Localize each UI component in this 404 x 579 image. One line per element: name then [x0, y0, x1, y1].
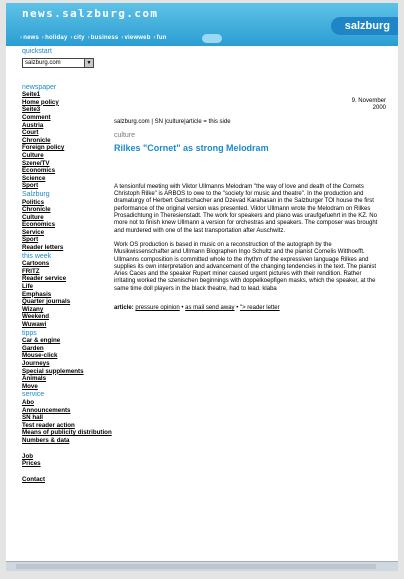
brand-badge[interactable]: salzburg: [331, 17, 398, 35]
sidebar-link[interactable]: Wuwawi: [22, 321, 47, 328]
site-header: [6, 3, 398, 46]
service-list: [22, 398, 112, 445]
arrow-icon: ›: [121, 35, 124, 41]
header-decoration: [202, 34, 222, 43]
logo-prefix: news: [22, 7, 55, 20]
sidebar-link[interactable]: Quarter journals: [22, 298, 71, 306]
contact-link[interactable]: Contact: [22, 475, 46, 483]
salzburg-heading: Salzburg: [22, 190, 50, 198]
print-link[interactable]: pressure opinion: [135, 305, 180, 312]
arrow-icon: ›: [87, 35, 90, 41]
sidebar-link[interactable]: Weekend: [22, 313, 50, 321]
browser-page: [6, 3, 398, 571]
sidebar-link[interactable]: Mouse-click: [22, 352, 58, 360]
sidebar-link[interactable]: Foreign policy: [22, 144, 65, 152]
sidebar-link[interactable]: Seite1: [22, 91, 41, 99]
sidebar-link[interactable]: Special supplements: [22, 367, 84, 375]
sidebar-link[interactable]: Journeys: [22, 359, 50, 367]
sidebar-link[interactable]: Chronicle: [22, 206, 51, 214]
separator: •: [234, 305, 240, 312]
sidebar-link[interactable]: FRITZ: [22, 267, 40, 275]
breadcrumb: salzburg.com | SN |culture|article = this side: [114, 119, 231, 125]
sidebar-link[interactable]: Cartoons: [22, 260, 50, 268]
arrow-icon: ›: [153, 35, 156, 41]
sidebar-link[interactable]: Emphasis: [22, 290, 52, 298]
sidebar-link[interactable]: Economics: [22, 221, 56, 229]
chevron-down-icon[interactable]: ▼: [84, 59, 93, 67]
quickstart-select[interactable]: [22, 58, 94, 68]
sidebar-link[interactable]: Court: [22, 129, 39, 137]
newspaper-list: [22, 91, 104, 190]
thisweek-list: [22, 260, 104, 328]
tab-fun[interactable]: fun: [156, 35, 167, 41]
tab-viewweb[interactable]: viewweb: [124, 35, 151, 41]
tipps-heading: tipps: [22, 329, 37, 337]
site-logo[interactable]: [22, 7, 158, 20]
sidebar-link[interactable]: Car & engine: [22, 337, 61, 345]
logo-dot: .: [54, 7, 63, 20]
arrow-icon: ›: [70, 35, 73, 41]
tipps-list: [22, 337, 104, 390]
extra-list: [22, 453, 104, 468]
sidebar-link[interactable]: Chronicle: [22, 136, 51, 144]
sidebar-link[interactable]: Sport: [22, 236, 39, 244]
sidebar-link[interactable]: Garden: [22, 344, 44, 352]
quickstart-heading: quickstart: [22, 48, 52, 55]
nav-tabs: [20, 35, 168, 41]
sidebar-link[interactable]: Szene/TV: [22, 159, 50, 167]
sidebar-link[interactable]: Sport: [22, 182, 39, 190]
tab-business[interactable]: business: [90, 35, 119, 41]
sidebar-link[interactable]: Seite3: [22, 106, 41, 114]
date-year: 2000: [372, 105, 386, 111]
separator: •: [179, 305, 186, 312]
sidebar-link[interactable]: Job: [22, 452, 34, 460]
tab-city[interactable]: city: [73, 35, 85, 41]
sidebar-link[interactable]: Economics: [22, 167, 56, 175]
article-actions: [114, 305, 378, 312]
sidebar-link[interactable]: Test reader action: [22, 421, 75, 429]
sidebar-link[interactable]: Abo: [22, 398, 35, 406]
logo-suffix: salzburg.com: [62, 7, 159, 20]
reader-letter-link[interactable]: "> reader letter: [239, 305, 280, 312]
sidebar-link[interactable]: Numbers & data: [22, 436, 70, 444]
sidebar-link[interactable]: Austria: [22, 121, 44, 129]
salzburg-list: [22, 199, 104, 252]
article-paragraph-1: A tensionful meeting with Viktor Ullmanns Melodram "the way of love and death of the Cornets Christoph Rilke" is ARBOS to owe to the "society for music and theatre". In the production and dramaturgy of Herbert Gantschacher and Dzevad Karahasan in the Salzburger TOI house the first performance of the original version was presented. Viktor Ullmann wrote the Melodram on Rilkes Prosadichtung in Theresienstadt. The work for speakers and piano was uraufgefuehrt in the KZ. No more not to finish knew Ullmann a version for orchestras and speakers. The composer was brought and murdered with one of the last transportation after Auschwitz.: [114, 183, 378, 234]
section-label: culture: [114, 132, 136, 140]
article-label: article:: [114, 305, 134, 312]
date-day: 9. November: [351, 98, 386, 104]
article-content: [114, 104, 378, 312]
sidebar-link[interactable]: Comment: [22, 113, 51, 121]
sidebar-link[interactable]: SN hall: [22, 414, 43, 422]
arrow-icon: ›: [41, 35, 45, 41]
thisweek-heading: this week: [22, 252, 52, 260]
sidebar-link[interactable]: Animals: [22, 375, 47, 383]
sidebar-link[interactable]: Move: [22, 382, 38, 390]
sidebar-link[interactable]: Home policy: [22, 98, 59, 106]
sidebar-link[interactable]: Reader letters: [22, 244, 64, 252]
sidebar-link[interactable]: Prices: [22, 460, 41, 468]
sidebar-link[interactable]: Culture: [22, 151, 44, 159]
horizontal-scrollbar[interactable]: [6, 561, 398, 571]
sidebar-link[interactable]: Service: [22, 228, 45, 236]
sidebar-link[interactable]: Announcements: [22, 406, 71, 414]
newspaper-heading: newspaper: [22, 83, 57, 91]
sidebar-link[interactable]: Culture: [22, 213, 44, 221]
quickstart-select-value: salzburg.com: [25, 59, 61, 66]
sidebar-link[interactable]: Politics: [22, 198, 45, 206]
mail-link[interactable]: as mail send away: [185, 305, 235, 312]
service-heading: service: [22, 391, 45, 399]
tab-holiday[interactable]: holiday: [45, 35, 68, 41]
article-title: Rilkes "Cornet" as strong Melodram: [114, 142, 269, 153]
sidebar-link[interactable]: Means of publicity distribution: [22, 429, 112, 437]
arrow-icon: ›: [20, 35, 23, 41]
article-paragraph-2: Work OS production is based in music on a reconstruction of the autograph by the Musikwissenschafter and Ullmann Biographen Ingo Schultz and the pianist Cornelis Witthoefft. Ullmanns composition is committed whole to the rhythm of the expressiven language Rilkes and supplies its own interpretation and advancement of the changing tendencies in the text. The pianist Aries Caces and the speaker Rupert miner caused urgent pictures with their rendition. Rather irritating worked the szenischen beginnings with doppelkoepfigen masks, which the speaker, at the same time doll players in the black theatre, had to lead. klaba: [114, 241, 377, 292]
scroll-thumb[interactable]: [16, 564, 376, 569]
sidebar-link[interactable]: Life: [22, 283, 34, 291]
tab-news[interactable]: news: [23, 35, 40, 41]
sidebar-link[interactable]: Reader service: [22, 275, 67, 283]
sidebar-link[interactable]: Wizany: [22, 305, 44, 313]
sidebar: [22, 48, 112, 483]
sidebar-link[interactable]: Science: [22, 174, 46, 182]
